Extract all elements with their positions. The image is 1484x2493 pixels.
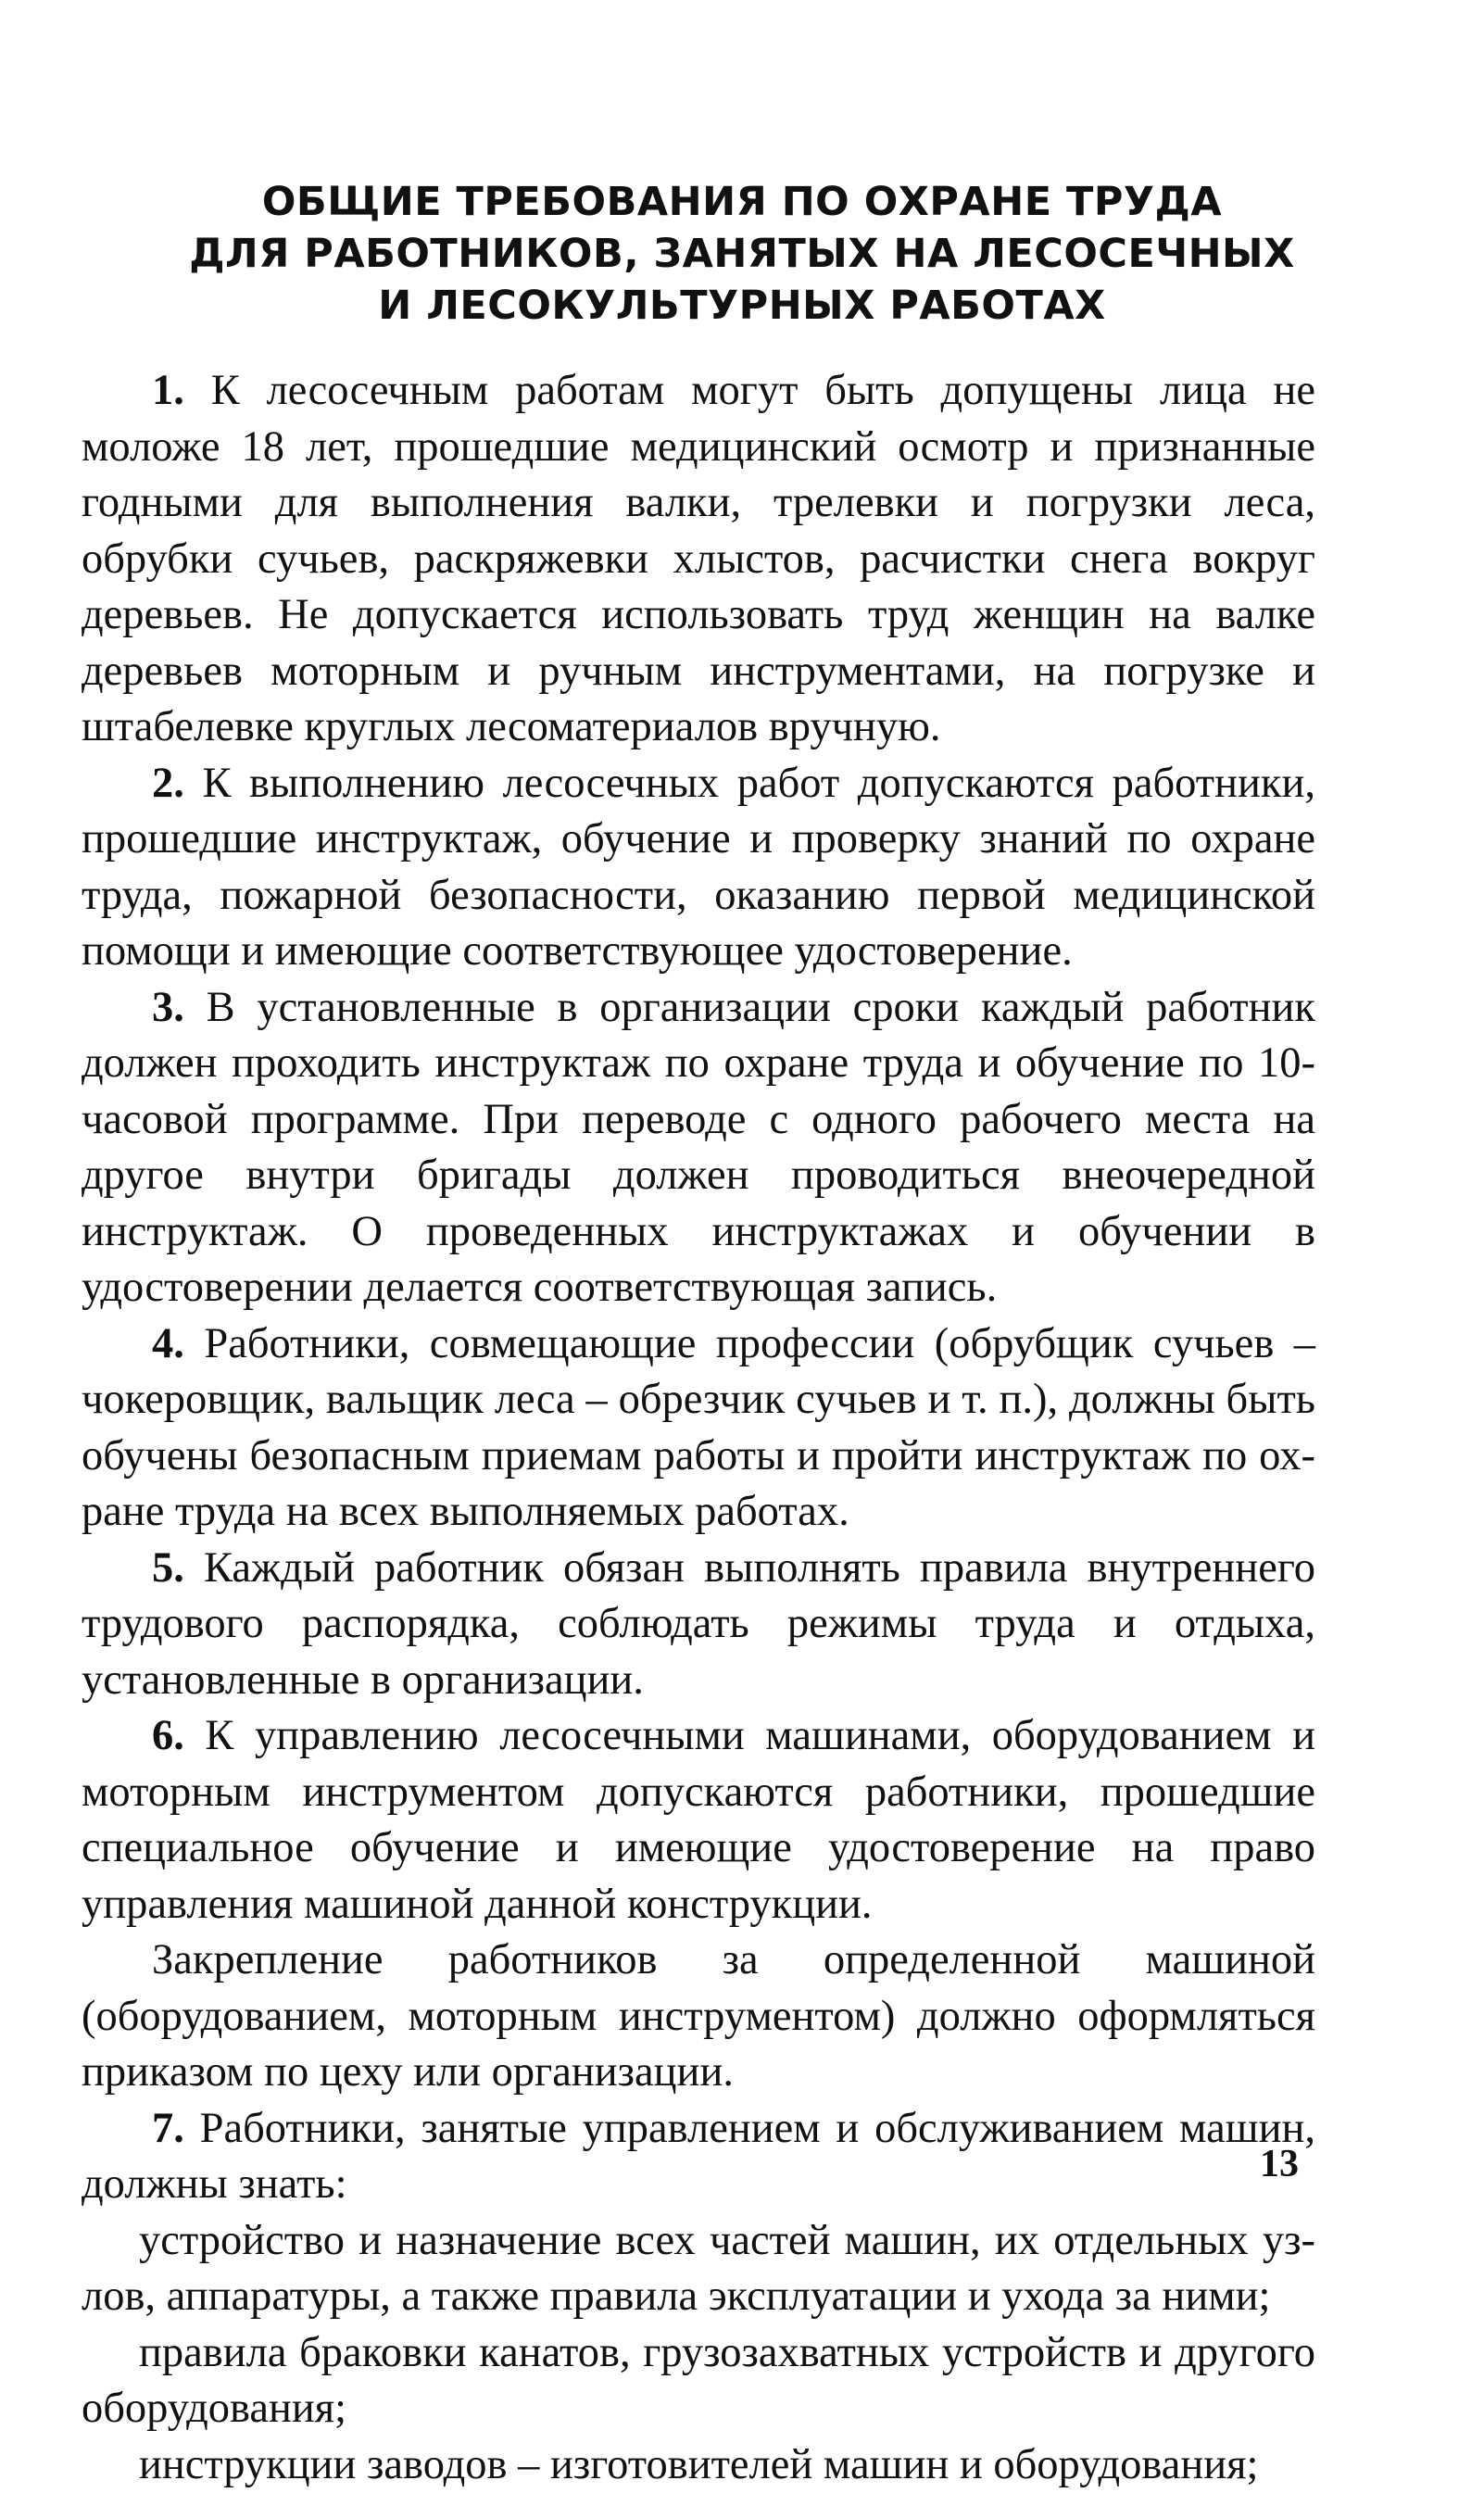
paragraph-3 <box>82 980 1315 1316</box>
paragraph-text: Каждый работник обязан выполнять правила внутреннего трудового распорядка, соблюдать режимы труда и отдыха, установленные в организации. <box>82 1544 1315 1704</box>
page-number: 13 <box>1260 2142 1299 2186</box>
paragraph-number: 7. <box>152 2105 184 2152</box>
paragraph-text: В установленные в организации сроки каждый работник должен проходить инструктаж по охране труда и обучение по 10-часовой программе. При переводе с одного рабочего места на другое внутри бригады должен проводиться внеочередной инструктаж. О проведенных инструктажах и обучении в удостоверении делается соответствующая запись. <box>82 984 1315 1312</box>
paragraph-6 <box>82 1708 1315 1933</box>
paragraph-number: 4. <box>152 1320 184 1367</box>
paragraph-text: Работники, занятые управлением и обслуживанием машин, должны знать: <box>82 2105 1315 2209</box>
paragraph-text: К управлению лесосечными машинами, оборудованием и моторным инструментом допускаются работники, прошедшие специальное обучение и имеющие удостоверение на право управления машиной данной конструкции. <box>82 1712 1315 1928</box>
list-item: устройство и назначение всех частей машин, их отдельных узлов, аппаратуры, а также правила эксплуатации и ухода за ними; <box>82 2213 1315 2325</box>
title-line-3: И ЛЕСОКУЛЬТУРНЫХ РАБОТАХ <box>74 280 1410 332</box>
list-item: правила браковки канатов, грузозахватных устройств и другого оборудования; <box>82 2325 1315 2437</box>
paragraph-number: 5. <box>152 1544 184 1592</box>
paragraph-7 <box>82 2101 1315 2213</box>
title-line-1: ОБЩИЕ ТРЕБОВАНИЯ ПО ОХРАНЕ ТРУДА <box>74 176 1410 228</box>
paragraph-2 <box>82 756 1315 980</box>
paragraph-1 <box>82 363 1315 756</box>
title-line-2: ДЛЯ РАБОТНИКОВ, ЗАНЯТЫХ НА ЛЕСОСЕЧНЫХ <box>74 228 1410 280</box>
paragraph-number: 3. <box>152 984 184 1031</box>
paragraph-number: 1. <box>152 367 184 414</box>
paragraph-5 <box>82 1541 1315 1709</box>
paragraph-text: К выполнению лесосечных работ допускаются работники, прошедшие инструктаж, обучение и проверку знаний по охране труда, пожарной безопасности, оказанию первой медицинской помощи и имеющие соответствующее удостоверение. <box>82 760 1315 976</box>
section-title <box>74 176 1410 332</box>
paragraph-text: К лесосечным работам могут быть допущены лица не моложе 18 лет, прошедшие медицинский осмотр и признанные годными для выполнения валки, трелевки и погрузки леса, обрубки сучьев, раскряжевки хлыстов, расчистки снега вокруг деревьев. Не допускается использовать труд женщин на валке деревьев моторным и ручным инструментами, на погрузке и штабелевке круглых лесоматериалов вручную. <box>82 367 1315 750</box>
paragraph-4 <box>82 1316 1315 1541</box>
paragraph-text: Работники, совмещающие профессии (обрубщик сучьев – чокеровщик, вальщик леса – обрезчик сучьев и т. п.), должны быть обучены безопасным приемам работы и пройти инструктаж по охране труда на всех выполняемых работах. <box>82 1320 1315 1536</box>
paragraph-text: Закрепление работников за определенной машиной (оборудованием, моторным инструментом) должно оформляться приказом по цеху или организации. <box>82 1936 1315 2096</box>
paragraph-6-continued <box>82 1933 1315 2101</box>
paragraph-number: 6. <box>152 1712 184 1759</box>
paragraph-number: 2. <box>152 760 184 807</box>
list-item: инструкции заводов – изготовителей машин и оборудования; <box>82 2437 1315 2493</box>
document-body <box>82 363 1315 2493</box>
